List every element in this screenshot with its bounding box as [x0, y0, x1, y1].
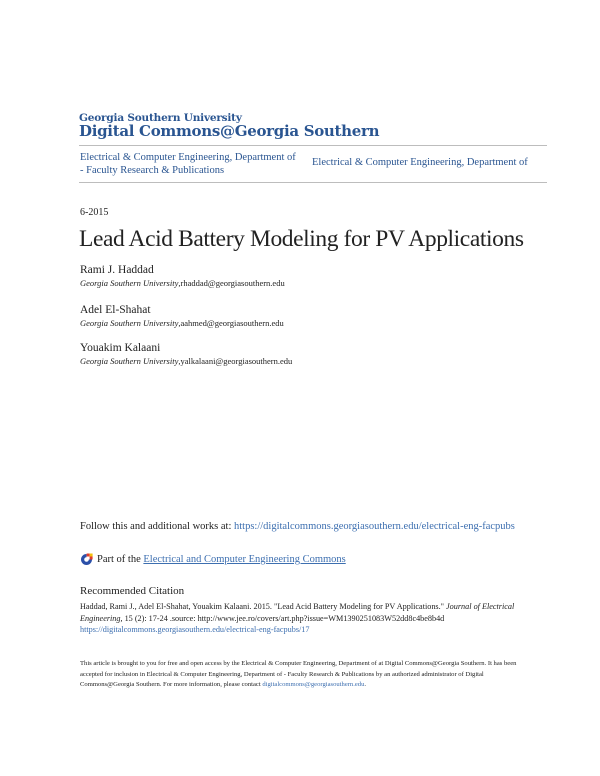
author-name: Rami J. Haddad — [80, 264, 154, 276]
contact-email-link[interactable]: digitalcommons@georgiasouthern.edu — [262, 681, 365, 688]
part-of-prefix: Part of the — [97, 554, 141, 565]
affiliation-text: Georgia Southern University — [80, 318, 179, 328]
citation-heading: Recommended Citation — [80, 585, 185, 597]
collection-url-link[interactable]: https://digitalcommons.georgiasouthern.edu/electrical-eng-facpubs — [234, 521, 515, 532]
collection-left-line1[interactable]: Electrical & Computer Engineering, Department of — [80, 152, 296, 163]
author-block-2 — [80, 304, 284, 328]
author-name: Adel El-Shahat — [80, 304, 151, 316]
author-affiliation: Georgia Southern University,rhaddad@georgiasouthern.edu — [80, 278, 285, 288]
access-statement — [80, 659, 532, 691]
author-affiliation: Georgia Southern University,yalkalaani@georgiasouthern.edu — [80, 356, 293, 366]
collection-link-left[interactable] — [80, 151, 316, 177]
affiliation-text: Georgia Southern University — [80, 278, 179, 288]
citation-body — [80, 601, 540, 636]
follow-prefix: Follow this and additional works at: — [80, 521, 234, 532]
collection-left-line2[interactable]: - Faculty Research & Publications — [80, 165, 225, 176]
follow-line — [80, 520, 540, 534]
author-email: rhaddad@georgiasouthern.edu — [180, 278, 285, 288]
citation-journal: Journal of Electrical Engineering — [80, 602, 515, 623]
collection-link-right[interactable]: Electrical & Computer Engineering, Department of — [312, 157, 528, 168]
access-statement-end: . — [364, 681, 367, 688]
access-statement-text: This article is brought to you for free and open access by the Electrical & Computer Engineering, Department of at Digital Commons@Georgia Southern. It has been accepted for inclusion in Electrical & Computer Engineering, Department of - Faculty Research & Publications by an authorized administrator of Digital Commons@Georgia Southern. For more information, please contact — [80, 660, 517, 688]
publication-date: 6-2015 — [80, 207, 109, 218]
affiliation-text: Georgia Southern University — [80, 356, 179, 366]
citation-url-link[interactable]: https://digitalcommons.georgiasouthern.edu/electrical-eng-facpubs/17 — [80, 625, 310, 634]
author-block-1 — [80, 264, 285, 288]
part-of-line — [80, 553, 346, 566]
author-name: Youakim Kalaani — [80, 342, 161, 354]
header-divider-top — [79, 145, 547, 146]
header-divider-bottom — [79, 182, 547, 183]
citation-text-after: , 15 (2): 17-24 .source: http://www.jee.ro/covers/art.php?issue=WM1390251083W52dd8c4be8b4d — [120, 613, 445, 623]
author-email: yalkalaani@georgiasouthern.edu — [180, 356, 293, 366]
author-email: aahmed@georgiasouthern.edu — [180, 318, 284, 328]
institution-name: Georgia Southern University — [79, 112, 242, 124]
citation-text: Haddad, Rami J., Adel El-Shahat, Youakim Kalaani. 2015. "Lead Acid Battery Modeling for PV Applications." — [80, 602, 447, 611]
article-title: Lead Acid Battery Modeling for PV Applications — [79, 226, 524, 252]
bepress-commons-icon — [80, 553, 93, 566]
repository-name[interactable]: Digital Commons@Georgia Southern — [79, 122, 380, 140]
commons-discipline-link[interactable]: Electrical and Computer Engineering Commons — [143, 554, 346, 565]
author-affiliation: Georgia Southern University,aahmed@georgiasouthern.edu — [80, 318, 284, 328]
author-block-3 — [80, 342, 292, 366]
